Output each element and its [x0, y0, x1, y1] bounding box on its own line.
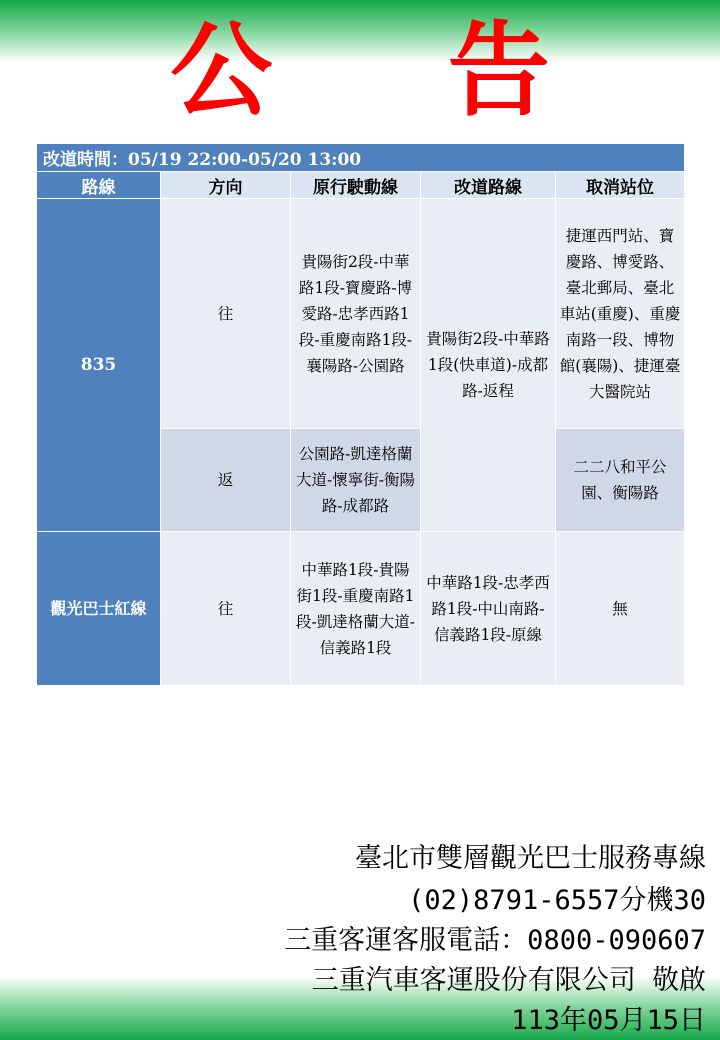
period-row: [37, 144, 685, 172]
route-835-inbound-original: 公園路-凱達格蘭大道-懷寧街-衡陽路-成都路: [291, 429, 421, 532]
route-red-outbound-original: 中華路1段-貴陽街1段-重慶南路1段-凱達格蘭大道-信義路1段: [291, 532, 421, 686]
notice-title: 公 告: [170, 12, 620, 131]
header-row: [37, 172, 685, 199]
footer-company: 三重汽車客運股份有限公司 敬啟: [311, 965, 706, 996]
route-red-line-name: 觀光巴士紅線: [37, 532, 161, 686]
route-835-outbound-direction: 往: [161, 199, 291, 429]
table-row: [37, 199, 685, 429]
footer-service-line: 臺北市雙層觀光巴士服務專線: [355, 843, 706, 874]
detour-table: [36, 143, 685, 686]
route-red-outbound-direction: 往: [161, 532, 291, 686]
route-835-outbound-cancelled: 捷運西門站、寶慶路、博愛路、臺北郵局、臺北車站(重慶)、重慶南路一段、博物館(襄陽)、捷運臺大醫院站: [556, 199, 685, 429]
footer-customer-service: 三重客運客服電話：0800-090607: [284, 925, 706, 956]
route-835-detour: 貴陽街2段-中華路1段(快車道)-成都路-返程: [421, 199, 556, 532]
footer-phone: (02)8791-6557分機30: [408, 885, 706, 916]
header-detour-path: 改道路線: [421, 172, 556, 199]
header-original-path: 原行駛動線: [291, 172, 421, 199]
route-red-outbound-cancelled: 無: [556, 532, 685, 686]
footer-date: 113年05月15日: [511, 1005, 706, 1036]
table-row: [37, 532, 685, 686]
route-835-outbound-original: 貴陽街2段-中華路1段-寶慶路-博愛路-忠孝西路1段-重慶南路1段-襄陽路-公園路: [291, 199, 421, 429]
route-835-inbound-direction: 返: [161, 429, 291, 532]
route-red-outbound-detour: 中華路1段-忠孝西路1段-中山南路-信義路1段-原線: [421, 532, 556, 686]
route-835-name: 835: [37, 199, 161, 532]
header-route: 路線: [37, 172, 161, 199]
header-direction: 方向: [161, 172, 291, 199]
header-cancelled-stops: 取消站位: [556, 172, 685, 199]
route-835-inbound-cancelled: 二二八和平公園、衡陽路: [556, 429, 685, 532]
detour-period: 改道時間：05/19 22:00-05/20 13:00: [37, 144, 685, 172]
